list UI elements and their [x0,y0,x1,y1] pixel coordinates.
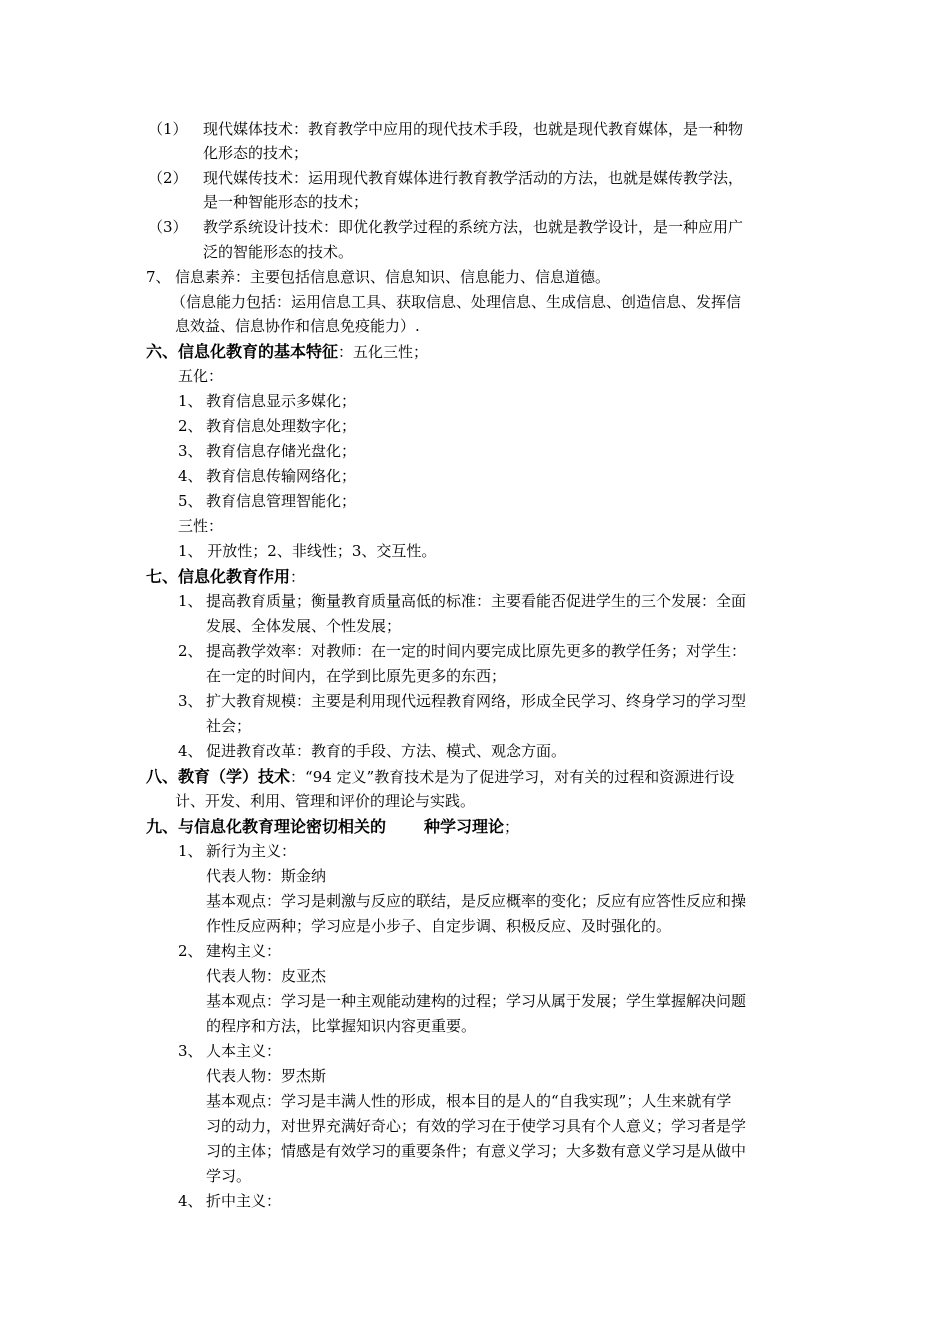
list-item-text: 泛的智能形态的技术。 [203,243,354,261]
list-number: 3、 [178,692,203,710]
viewpoint-text: 习的动力，对世界充满好奇心；有效的学习在于使学习具有个人意义；学习者是学 [206,1117,747,1135]
list-number: 4、 [178,1192,203,1210]
list-number: （2） [148,169,188,187]
heading-note: ； [504,818,520,836]
list-item-text: 发展、全体发展、个性发展； [206,617,402,635]
list-item-text: 社会； [206,717,252,735]
list-item-text: 促进教育改革：教育的手段、方法、模式、观念方面。 [206,742,567,760]
list-number: 7、 [146,268,171,286]
viewpoint-text: 基本观点：学习是一种主观能动建构的过程；学习从属于发展；学生掌握解决问题 [206,992,747,1010]
list-number: 1、 [178,842,203,860]
heading-number: 六、 [146,342,179,361]
heading-title-tail: 种学习理论 [424,817,505,836]
heading-title: 与信息化教育理论密切相关的 [178,817,387,836]
list-number: 3、 [178,1042,203,1060]
heading-note: ：“94 定义”教育技术是为了促进学习，对有关的过程和资源进行设 [290,768,735,786]
heading-note: ： [290,568,306,586]
viewpoint-text: 的程序和方法，比掌握知识内容更重要。 [206,1017,477,1035]
list-number: 1、 [178,392,203,410]
list-item-text: 在一定的时间内，在学到比原先更多的东西； [206,667,507,685]
list-number: （3） [148,218,188,236]
list-item-text: 现代媒传技术：运用现代教育媒体进行教育教学活动的方法，也就是媒传教学法， [203,169,744,187]
list-number: 1、 [178,592,203,610]
list-number: 2、 [178,417,203,435]
section-heading [146,814,519,840]
section-heading [146,339,428,365]
list-item-text: 教学系统设计技术：即优化教学过程的系统方法，也就是教学设计，是一种应用广 [203,218,744,236]
list-number: 3、 [178,442,203,460]
heading-title: 信息化教育的基本特征 [178,342,339,361]
sub-label: 三性： [178,517,224,535]
list-item-text: 1、 开放性；2、非线性；3、交互性。 [178,542,437,560]
list-item-text: 提高教学效率：对教师：在一定的时间内要完成比原先更多的教学任务；对学生： [206,642,747,660]
paragraph-text: 息效益、信息协作和信息免疫能力）. [175,317,420,335]
heading-title: 信息化教育作用 [178,567,291,586]
list-item-text: 化形态的技术； [203,144,309,162]
representative: 代表人物：斯金纳 [206,867,327,885]
section-heading [146,564,305,590]
heading-note: ：五化三性； [338,343,429,361]
list-item-text: 教育信息管理智能化； [206,492,357,510]
sub-label: 五化： [178,367,224,385]
theory-title: 新行为主义： [206,842,297,860]
heading-title: 教育（学）技术 [178,767,291,786]
section-heading [146,764,734,790]
list-item-text: 教育信息显示多媒化； [206,392,357,410]
list-item-text: 提高教育质量；衡量教育质量高低的标准：主要看能否促进学生的三个发展：全面 [206,592,747,610]
list-number: 4、 [178,467,203,485]
list-item-text: 教育信息处理数字化； [206,417,357,435]
viewpoint-text: 基本观点：学习是丰满人性的形成，根本目的是人的“自我实现”；人生来就有学 [206,1092,732,1110]
theory-title: 折中主义： [206,1192,282,1210]
list-number: 2、 [178,642,203,660]
viewpoint-text: 学习。 [206,1167,252,1185]
viewpoint-text: 基本观点：学习是刺激与反应的联结，是反应概率的变化；反应有应答性反应和操 [206,892,747,910]
list-number: 5、 [178,492,203,510]
heading-number: 八、 [146,767,179,786]
representative: 代表人物：罗杰斯 [206,1067,327,1085]
list-number: 2、 [178,942,203,960]
heading-number: 七、 [146,567,179,586]
representative: 代表人物：皮亚杰 [206,967,327,985]
list-item-text: 教育信息存储光盘化； [206,442,357,460]
list-item-text: 现代媒体技术：教育教学中应用的现代技术手段，也就是现代教育媒体，是一种物 [203,120,744,138]
paragraph-text: 信息素养：主要包括信息意识、信息知识、信息能力、信息道德。 [175,268,611,286]
viewpoint-text: 作性反应两种；学习应是小步子、自定步调、积极反应、及时强化的。 [206,917,672,935]
paragraph-text: （信息能力包括：运用信息工具、获取信息、处理信息、生成信息、创造信息、发挥信 [171,293,742,311]
theory-title: 建构主义： [206,942,282,960]
list-item-text: 是一种智能形态的技术； [203,193,369,211]
paragraph-text: 计、开发、利用、管理和评价的理论与实践。 [175,792,476,810]
viewpoint-text: 习的主体；情感是有效学习的重要条件；有意义学习；大多数有意义学习是从做中 [206,1142,747,1160]
theory-title: 人本主义： [206,1042,282,1060]
heading-number: 九、 [146,817,179,836]
list-item-text: 教育信息传输网络化； [206,467,357,485]
list-number: （1） [148,120,188,138]
list-item-text: 扩大教育规模：主要是利用现代远程教育网络，形成全民学习、终身学习的学习型 [206,692,747,710]
list-number: 4、 [178,742,203,760]
